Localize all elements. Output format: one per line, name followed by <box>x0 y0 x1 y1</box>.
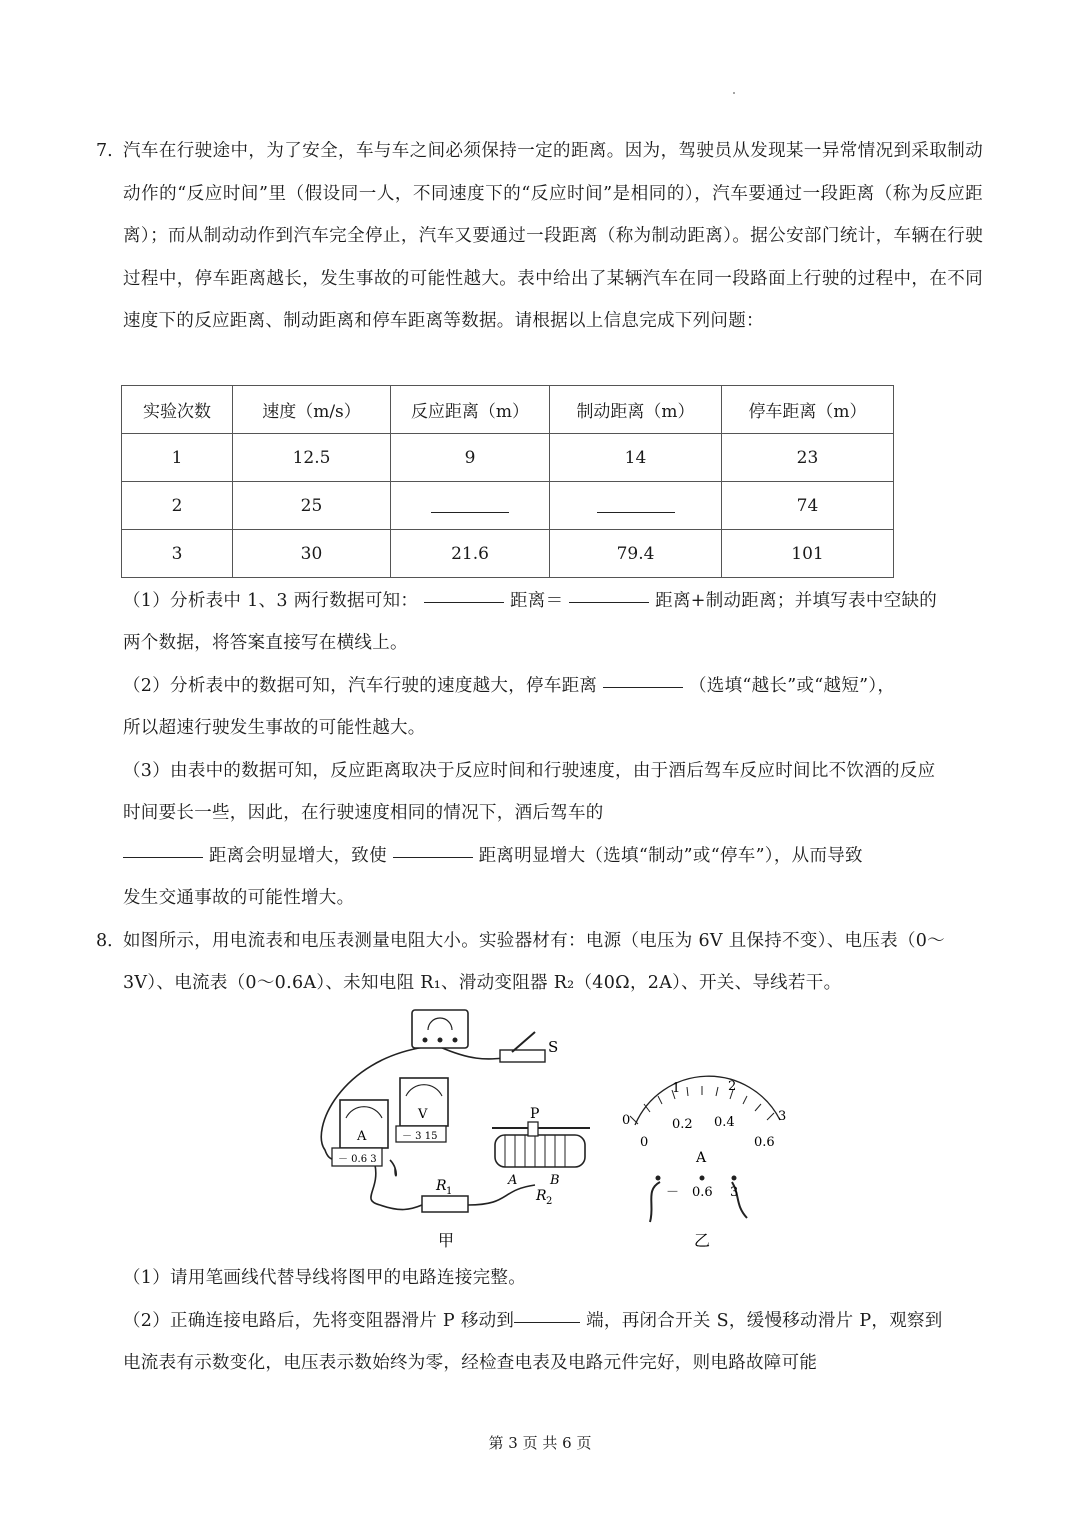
r1-subscript: 1 <box>446 1186 453 1197</box>
cell: 3 <box>122 530 233 578</box>
voltmeter-label: V <box>418 1107 428 1122</box>
cell: 101 <box>722 530 894 578</box>
resistor-r1 <box>422 1178 468 1212</box>
cell: 1 <box>122 434 233 482</box>
cell: 14 <box>550 434 722 482</box>
q8-sub2-line <box>123 1300 943 1343</box>
q7-sub1-text-a: （1）分析表中 1、3 两行数据可知： <box>123 591 419 611</box>
table-row <box>122 530 894 578</box>
header-trial: 实验次数 <box>122 386 233 434</box>
q8-sub2-text-a: （2）正确连接电路后，先将变阻器滑片 P 移动到 <box>123 1311 515 1331</box>
terminal-a-label: A <box>508 1173 518 1188</box>
terminal-b-label: B <box>550 1173 560 1188</box>
wire <box>468 1185 535 1205</box>
q8-sub2-text-b: 端，再闭合开关 S，缓慢移动滑片 P，观察到 <box>586 1311 943 1331</box>
header-stopping: 停车距离（m） <box>722 386 894 434</box>
cell: 12.5 <box>233 434 391 482</box>
dial-bottom-3: 0.6 <box>754 1135 775 1150</box>
table-row <box>122 434 894 482</box>
q7-sub1-text-b: 距离＝ <box>509 591 564 611</box>
cell: 79.4 <box>550 530 722 578</box>
cell: 23 <box>722 434 894 482</box>
q8-sub2-cont: 电流表有示数变化，电压表示数始终为零，经检查电表及电路元件完好，则电路故障可能 <box>123 1353 818 1373</box>
q7-sub1-text-c: 距离+制动距离；并填写表中空缺的 <box>655 591 938 611</box>
reaction-blank-line <box>431 494 509 513</box>
q7-sub3-text-d: 距离明显增大（选填“制动”或“停车”），从而导致 <box>478 846 863 866</box>
q7-sub3-line4: 发生交通事故的可能性增大。 <box>123 888 355 908</box>
cell-answer-blank[interactable] <box>391 482 550 530</box>
cell: 2 <box>122 482 233 530</box>
voltmeter <box>396 1078 448 1142</box>
dial-term-minus: － <box>666 1185 680 1200</box>
header-reaction: 反应距离（m） <box>391 386 550 434</box>
braking-blank-line <box>597 494 675 513</box>
ammeter-terminals: － 0.6 3 <box>338 1154 377 1165</box>
ammeter-dial <box>622 1076 786 1222</box>
dial-top-2: 2 <box>728 1079 737 1094</box>
switch-label: S <box>548 1038 559 1056</box>
dial-top-3: 3 <box>778 1109 787 1124</box>
q7-sub2-text-a: （2）分析表中的数据可知，汽车行驶的速度越大，停车距离 <box>123 676 598 696</box>
header-speed: 速度（m/s） <box>233 386 391 434</box>
q7-sub2-line <box>123 665 895 708</box>
table-row <box>122 482 894 530</box>
cell: 25 <box>233 482 391 530</box>
q8-intro-line2: 3V）、电流表（0～0.6A）、未知电阻 R₁、滑动变阻器 R₂（40Ω，2A）、开关、导线若干。 <box>123 973 842 993</box>
answer-blank[interactable] <box>569 601 649 603</box>
circuit-figure <box>300 1000 820 1260</box>
q7-sub3-text-c: 距离会明显增大，致使 <box>208 846 387 866</box>
caption-right: 乙 <box>694 1231 711 1250</box>
power-supply <box>412 1010 468 1048</box>
q7-sub3-line3 <box>123 835 863 878</box>
r2-label: R <box>536 1188 547 1204</box>
dial-term-0.6: 0.6 <box>692 1185 713 1200</box>
cell: 30 <box>233 530 391 578</box>
cell: 9 <box>391 434 550 482</box>
q8-sub1: （1）请用笔画线代替导线将图甲的电路连接完整。 <box>123 1268 527 1288</box>
q7-sub1-cont: 两个数据，将答案直接写在横线上。 <box>123 633 408 653</box>
slider-label: P <box>530 1106 540 1122</box>
scan-speck <box>733 92 735 94</box>
rheostat-r2 <box>492 1106 590 1207</box>
dial-bottom-1: 0.2 <box>672 1117 693 1132</box>
answer-blank[interactable] <box>603 686 683 688</box>
header-braking: 制动距离（m） <box>550 386 722 434</box>
q8-intro-line1: 如图所示，用电流表和电压表测量电阻大小。实验器材有：电源（电压为 6V 且保持不变）、电压表（0～ <box>123 931 945 951</box>
caption-left: 甲 <box>438 1231 455 1250</box>
ammeter <box>332 1100 388 1166</box>
q8-number: 8． <box>96 931 125 951</box>
voltmeter-terminals: － 3 15 <box>402 1131 438 1142</box>
q7-sub3-line1: （3）由表中的数据可知，反应距离取决于反应时间和行驶速度，由于酒后驾车反应时间比不饮酒的反应 <box>123 761 936 781</box>
dial-unit: A <box>696 1150 707 1166</box>
answer-blank[interactable] <box>123 856 203 858</box>
dial-top-1: 1 <box>672 1081 681 1096</box>
ammeter-label: A <box>357 1129 367 1144</box>
wire <box>390 1160 396 1176</box>
r2-subscript: 2 <box>546 1196 553 1207</box>
dial-top-0: 0 <box>622 1113 631 1128</box>
dial-bottom-2: 0.4 <box>714 1115 735 1130</box>
switch <box>500 1032 558 1062</box>
r1-label: R <box>436 1178 447 1194</box>
q7-intro: 汽车在行驶途中，为了安全，车与车之间必须保持一定的距离。因为，驾驶员从发现某一异常情况到采取制动动作的“反应时间”里（假设同一人，不同速度下的“反应时间”是相同的），汽车要通过一段距离（称为反应距离）；而从制动动作到汽车完全停止，汽车又要通过一段距离（称为制动距离）。据公安部门统计，车辆在行驶过程中，停车距离越长，发生事故的可能性越大。表中给出了某辆汽车在同一段路面上行驶的过程中，在不同速度下的反应距离、制动距离和停车距离等数据。请根据以上信息完成下列问题： <box>123 141 983 331</box>
cell-answer-blank[interactable] <box>550 482 722 530</box>
q7-sub3-line2: 时间要长一些，因此，在行驶速度相同的情况下，酒后驾车的 <box>123 803 604 823</box>
q7-sub2-text-b: （选填“越长”或“越短”）， <box>688 676 896 696</box>
q7-sub2-cont: 所以超速行驶发生事故的可能性越大。 <box>123 718 426 738</box>
cell: 74 <box>722 482 894 530</box>
cell: 21.6 <box>391 530 550 578</box>
q7-number: 7. <box>96 141 113 161</box>
answer-blank[interactable] <box>514 1321 580 1323</box>
dial-bottom-0: 0 <box>640 1135 649 1150</box>
answer-blank[interactable] <box>393 856 473 858</box>
answer-blank[interactable] <box>424 601 504 603</box>
table-header-row <box>122 386 894 434</box>
dial-term-3: 3 <box>730 1185 739 1200</box>
page-footer: 第 3 页 共 6 页 <box>488 1434 592 1452</box>
q7-sub1-line <box>123 580 937 623</box>
q7-data-table <box>121 385 894 578</box>
